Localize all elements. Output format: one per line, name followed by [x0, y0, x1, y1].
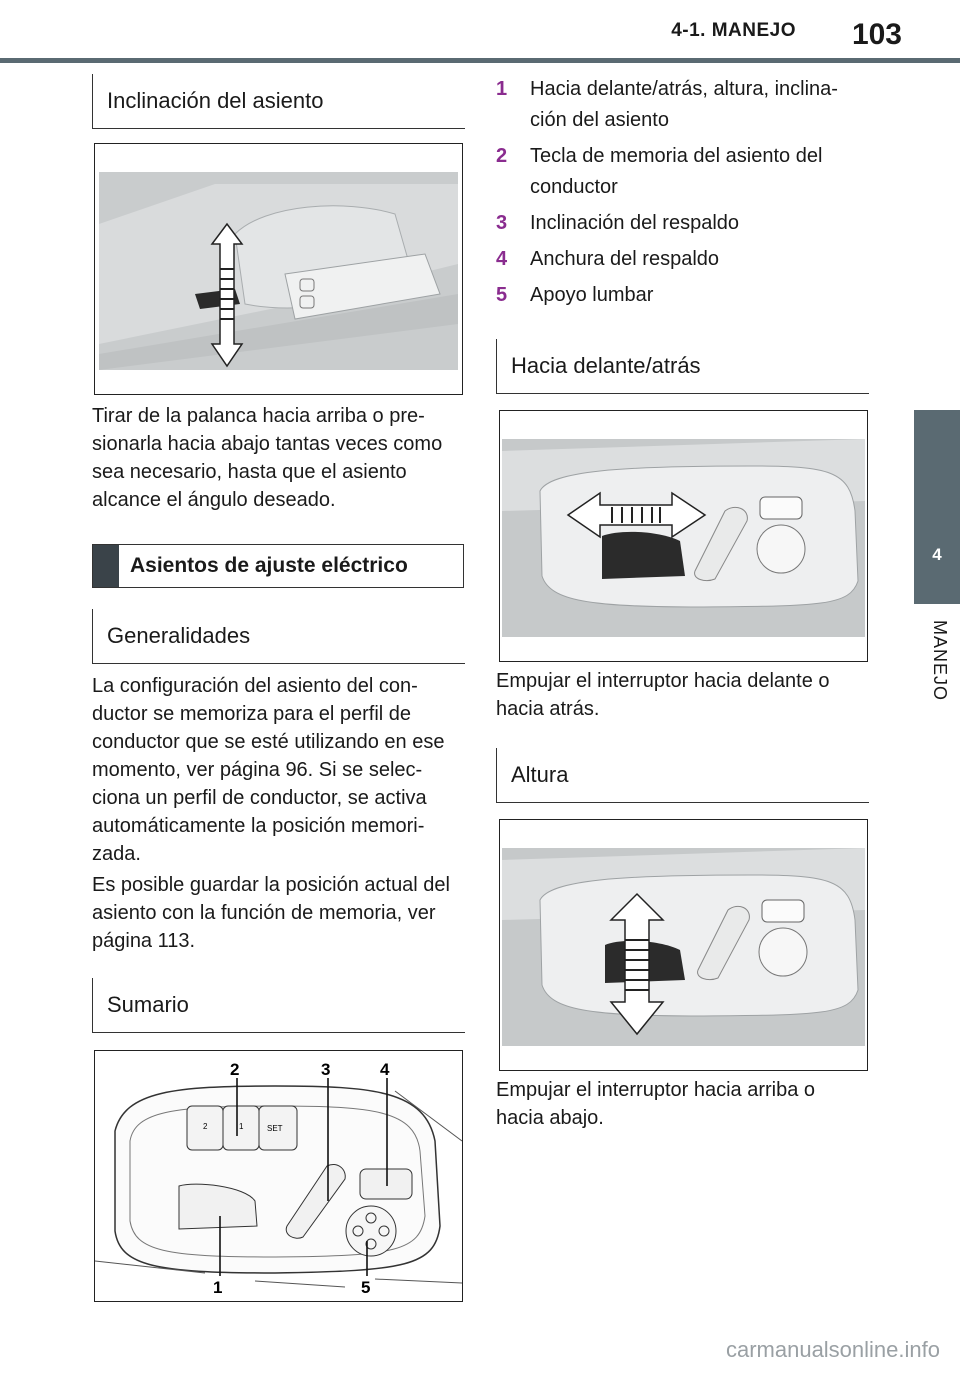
legend-text: Inclinación del respaldo	[530, 212, 740, 234]
heading-delante-atras: Hacia delante/atrás	[496, 339, 869, 394]
paragraph-altura: Empujar el interruptor hacia arriba o hacia abajo.	[496, 1079, 816, 1129]
chapter-number: 4	[932, 545, 942, 564]
figure-inclinacion	[94, 143, 463, 395]
legend-number: 3	[496, 212, 508, 234]
figure-altura	[499, 819, 868, 1071]
memory-button-2-label: 2	[203, 1122, 208, 1131]
legend-text: Apoyo lumbar	[530, 284, 654, 306]
legend-item	[496, 208, 866, 239]
legend-text: Tecla de memoria del asiento del conductor	[530, 145, 823, 198]
paragraph-generalidades-1: La configuración del asiento del con- ductor se memoriza para el perfil de conductor que se esté utilizando en ese momento, ver página 96. Si se selec- ciona un perfil de conductor, se activa automáticamente la posición memori- zada.	[92, 675, 445, 865]
callout-1: 1	[213, 1278, 223, 1297]
legend-number: 2	[496, 145, 508, 167]
callout-4: 4	[380, 1060, 390, 1079]
legend-number: 5	[496, 284, 508, 306]
heading-sumario: Sumario	[92, 978, 465, 1033]
chapter-label: MANEJO	[930, 620, 950, 702]
paragraph-generalidades-2: Es posible guardar la posición actual del asiento con la función de memoria, ver página 113.	[92, 874, 450, 952]
paragraph-inclinacion: Tirar de la palanca hacia arriba o pre- sionarla hacia abajo tantas veces como sea necesario, hasta que el asiento alcance el ángulo deseado.	[92, 405, 443, 511]
legend-text: Hacia delante/atrás, altura, inclina- ción del asiento	[530, 78, 838, 131]
heading-generalidades: Generalidades	[92, 609, 465, 664]
page-number: 103	[851, 18, 902, 51]
heading-ajuste-text: Asientos de ajuste eléctrico	[130, 554, 408, 577]
chapter-tab	[914, 410, 960, 604]
legend-item	[496, 74, 866, 136]
heading-ajuste-electrico	[92, 544, 464, 588]
callout-3: 3	[321, 1060, 331, 1079]
legend-list	[496, 74, 866, 311]
section-title: 4-1. MANEJO	[671, 20, 796, 41]
legend-item	[496, 280, 866, 311]
legend-item	[496, 244, 866, 275]
header-rule	[0, 58, 960, 63]
heading-bar	[93, 545, 119, 587]
legend-item	[496, 141, 866, 203]
figure-delante-atras	[499, 410, 868, 662]
paragraph-delante-atras: Empujar el interruptor hacia delante o hacia atrás.	[496, 670, 830, 720]
callout-5: 5	[361, 1278, 371, 1297]
legend-number: 4	[496, 248, 508, 270]
heading-inclinacion: Inclinación del asiento	[92, 74, 465, 129]
figure-sumario	[94, 1050, 463, 1302]
memory-button-1-label: 1	[239, 1122, 244, 1131]
heading-altura: Altura	[496, 748, 869, 803]
set-button-label: SET	[267, 1124, 283, 1133]
legend-text: Anchura del respaldo	[530, 248, 720, 270]
callout-2: 2	[230, 1060, 240, 1079]
legend-number: 1	[496, 78, 508, 100]
watermark: carmanualsonline.info	[725, 1337, 940, 1362]
